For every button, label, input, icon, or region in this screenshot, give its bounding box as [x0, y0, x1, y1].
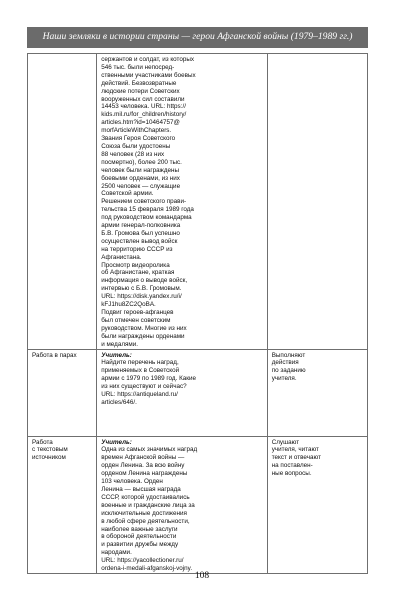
- text-line: были награждены орденами: [101, 332, 185, 340]
- text-line: интервью с Б.В. Громовым.: [101, 285, 182, 293]
- text-line: руководством. Многие из них: [101, 324, 187, 332]
- text-line: наиболее важные заслуги: [101, 525, 178, 533]
- student-cell: [267, 349, 367, 436]
- text-line: вооруженных сил составили: [101, 95, 185, 103]
- text-line: kids.mil.ru/for_children/history/: [101, 111, 187, 119]
- table-row: [28, 54, 368, 350]
- student-cell: [267, 54, 367, 350]
- text-line: источником: [32, 454, 66, 462]
- text-line: текст и отвечают: [271, 454, 321, 462]
- text-line: человек были награждены: [101, 166, 180, 174]
- header-title: Наши земляки в истории страны — герои Афганской войны (1979–1989 гг.): [42, 31, 353, 42]
- running-header: [27, 27, 368, 48]
- text-line: и медалями.: [101, 340, 139, 348]
- teacher-lines: [101, 446, 264, 573]
- text-line: 14453 человека. URL: https://: [101, 103, 186, 111]
- text-line: учителя.: [271, 375, 297, 383]
- text-line: articles.htm?id=10464757@: [101, 119, 180, 127]
- text-line: и развитии дружбы между: [101, 541, 179, 549]
- table-row: [28, 349, 368, 436]
- text-line: ordena-i-medali-afganskoj-vojny.: [101, 565, 193, 573]
- text-line: под руководством командарма: [101, 214, 192, 222]
- text-line: был отмечен советским: [101, 316, 171, 324]
- stage-cell: [28, 349, 97, 436]
- teacher-heading: Учитель:: [101, 438, 132, 446]
- teacher-lines: [101, 359, 264, 406]
- text-line: СССР, которой удостаивались: [101, 493, 190, 501]
- text-line: Слушают: [271, 438, 300, 446]
- text-line: армии генерал-полковника: [101, 222, 181, 230]
- text-line: kFJ1hu8ZC2QoBA.: [101, 301, 156, 309]
- text-line: 88 человек (28 из них: [101, 150, 165, 158]
- text-line: Звания Героя Советского: [101, 135, 176, 143]
- text-line: Решением советского прави-: [101, 198, 187, 206]
- student-lines: [272, 352, 364, 384]
- text-line: посмертно), более 200 тыс.: [101, 158, 182, 166]
- text-line: по заданию: [271, 367, 306, 375]
- text-line: 103 человека. Орден: [101, 478, 163, 486]
- text-line: ственными участниками боевых: [101, 71, 196, 79]
- text-line: осуществлен вывод войск: [101, 237, 178, 245]
- text-line: боевыми орденами, из них: [101, 174, 180, 182]
- teacher-heading: Учитель:: [101, 351, 132, 359]
- text-line: Выполняют: [271, 351, 306, 359]
- text-line: применяемых в Советской: [101, 367, 180, 375]
- student-cell: [267, 436, 367, 573]
- text-line: URL: https://disk.yandex.ru/i/: [101, 293, 182, 301]
- text-line: Ленина — высшая награда: [101, 485, 181, 493]
- stage-lines: [32, 439, 93, 463]
- text-line: из них существуют и сейчас?: [101, 383, 187, 391]
- teacher-cell: [97, 436, 268, 573]
- text-line: орден Ленина. За всю войну: [101, 462, 185, 470]
- text-line: военные и гражданские лица за: [101, 501, 195, 509]
- text-line: URL: https://antiqueland.ru/: [101, 391, 178, 399]
- text-line: на поставлен-: [271, 462, 313, 470]
- text-line: Работа в парах: [32, 351, 77, 359]
- text-line: Союза были удостоены: [101, 142, 171, 150]
- text-line: с текстовым: [32, 446, 68, 454]
- text-line: 546 тыс. были непосред-: [101, 63, 175, 71]
- text-line: Работа: [32, 438, 53, 446]
- text-line: в любой сфере деятельности,: [101, 517, 190, 525]
- teacher-lines: [101, 56, 264, 349]
- text-line: в обороной деятельности: [101, 533, 177, 541]
- text-line: Советской армии.: [101, 190, 154, 198]
- text-line: действия: [271, 359, 299, 367]
- text-line: Б.В. Громова был успешно: [101, 229, 180, 237]
- text-line: армии с 1979 по 1989 год. Какие: [101, 375, 197, 383]
- text-line: народами.: [101, 549, 132, 557]
- text-line: Подвиг героев-афганцев: [101, 309, 174, 316]
- text-line: тельства 15 февраля 1989 года: [101, 206, 194, 214]
- teacher-cell: [97, 349, 268, 436]
- text-line: Одна из самых значимых наград: [101, 446, 198, 454]
- page-number: 108: [194, 571, 210, 581]
- text-line: Найдите перечень наград,: [101, 359, 179, 367]
- table-row: [28, 436, 368, 573]
- text-line: людские потери Советских: [101, 87, 180, 95]
- text-line: действий. Безвозвратные: [101, 79, 177, 87]
- stage-lines: [32, 352, 93, 360]
- text-line: 2500 человек — служащие: [101, 182, 181, 190]
- teacher-cell: [97, 54, 268, 350]
- text-line: исключительные достижения: [101, 509, 187, 517]
- text-line: учителя, читают: [271, 446, 319, 454]
- text-line: morfArticleWithChapters.: [101, 127, 172, 135]
- text-line: информация о выводе войск,: [101, 277, 188, 285]
- stage-cell: [28, 436, 97, 573]
- text-line: об Афганистане, краткая: [101, 269, 175, 277]
- text-line: на территорию СССР из: [101, 245, 173, 253]
- text-line: ные вопросы.: [271, 470, 312, 478]
- text-line: времен Афганской войны —: [101, 454, 185, 462]
- text-line: URL: https://yacollectioner.ru/: [101, 557, 184, 565]
- text-line: Просмотр видеоролика: [101, 261, 170, 269]
- text-line: articles/646/.: [101, 398, 137, 406]
- text-line: орденом Ленина награждены: [101, 470, 188, 478]
- text-line: сержантов и солдат, из которых: [101, 56, 195, 63]
- lesson-table: [27, 53, 368, 574]
- stage-cell: [28, 54, 97, 350]
- text-line: Афганистана.: [101, 253, 142, 261]
- student-lines: [272, 439, 364, 479]
